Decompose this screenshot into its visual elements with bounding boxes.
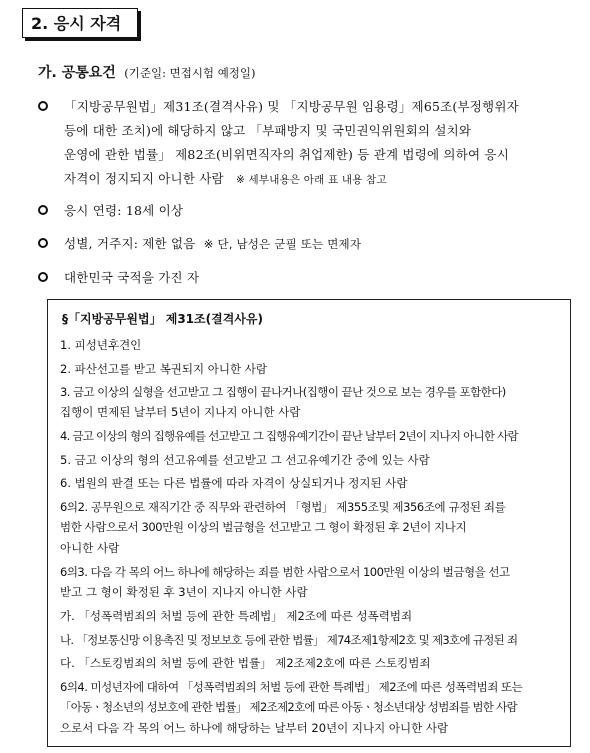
box-line: 5. 금고 이상의 형의 선고유예를 선고받고 그 선고유예기간 중에 있는 사람	[60, 453, 430, 467]
sub-heading	[38, 62, 256, 82]
box-line: 1. 피성년후견인	[60, 338, 142, 352]
box-line: 받고 그 형이 확정된 후 3년이 지나지 아니한 사람	[60, 585, 308, 599]
inline-note: ※ 단, 남성은 군필 또는 면제자	[203, 237, 362, 251]
box-line: 아니한 사람	[60, 541, 120, 555]
circle-bullet-icon	[38, 205, 48, 215]
circle-bullet-icon	[38, 101, 48, 111]
bullet-line	[64, 167, 574, 192]
bullet-text: 응시 연령: 18세 이상	[64, 203, 184, 218]
circle-bullet-icon	[38, 272, 48, 282]
sub-heading-note: (기준일: 면접시험 예정일)	[124, 66, 256, 80]
bullet-line: 운영에 관한 법률」 제82조(비위면직자의 취업제한) 등 관계 법령에 의하여 응시	[64, 147, 509, 162]
bullet-text	[64, 232, 574, 256]
box-line: 6의2. 공무원으로 재직기간 중 직무와 관련하여 「형법」 제355조및 제356조에 규정된 죄를	[60, 500, 506, 514]
bullet-line: 등에 대한 조치)에 해당하지 않고 「부패방지 및 국민권익위원회의 설치와	[64, 123, 472, 138]
box-line: 범한 사람으로서 300만원 이상의 벌금형을 선고받고 그 형이 확정된 후 2년이 지나지	[60, 520, 467, 534]
box-line: 3. 금고 이상의 실형을 선고받고 그 집행이 끝나거나(집행이 끝난 것으로 보는 경우를 포함한다)	[60, 385, 506, 399]
bullet-line-text: 성별, 거주지: 제한 없음	[64, 236, 196, 251]
bullet-text: 대한민국 국적을 가진 자	[64, 270, 200, 285]
box-line: 4. 금고 이상의 형의 집행유예를 선고받고 그 집행유예기간이 끝난 날부터 2년이 지나지 아니한 사람	[60, 429, 518, 443]
law-excerpt-box	[47, 299, 571, 747]
box-line: 「아동ㆍ청소년의 성보호에 관한 법률」 제2조제2호에 따른 아동ㆍ청소년대상 성범죄를 범한 사람	[60, 700, 517, 714]
box-line: 2. 파산선고를 받고 복권되지 아니한 사람	[60, 362, 267, 376]
sub-heading-main: 가. 공통요건	[38, 65, 116, 81]
box-line: 으로서 다음 각 목의 어느 하나에 해당하는 날부터 20년이 지나지 아니한 사람	[60, 721, 449, 735]
box-line: 6. 법원의 판결 또는 다른 법률에 따라 자격이 상실되거나 정지된 사람	[60, 476, 408, 490]
circle-bullet-icon	[38, 238, 48, 248]
bullet-line: 「지방공무원법」제31조(결격사유) 및 「지방공무원 임용령」제65조(부정행위자	[64, 99, 519, 114]
box-title: §「지방공무원법」 제31조(결격사유)	[62, 312, 263, 326]
box-line: 집행이 면제된 날부터 5년이 지나지 아니한 사람	[60, 405, 301, 419]
bullet-line-text: 자격이 정지되지 아니한 사람	[64, 171, 224, 186]
box-line: 가. 「성폭력범죄의 처벌 등에 관한 특례법」 제2조에 따른 성폭력범죄	[60, 609, 413, 623]
box-line: 6의3. 다음 각 목의 어느 하나에 해당하는 죄를 범한 사람으로서 100만원 이상의 벌금형을 선고	[60, 565, 510, 579]
box-line: 나. 「정보통신망 이용촉진 및 정보보호 등에 관한 법률」 제74조제1항제2호 및 제3호에 규정된 죄	[60, 633, 518, 647]
inline-note: ※ 세부내용은 아래 표 내용 참고	[236, 174, 387, 186]
box-line: 6의4. 미성년자에 대하여 「성폭력범죄의 처벌 등에 관한 특례법」 제2조에 따른 성폭력범죄 또는	[60, 680, 523, 694]
box-line: 다. 「스토킹범죄의 처벌 등에 관한 법률」 제2조제2호에 따른 스토킹범죄	[60, 656, 431, 670]
section-title: 2. 응시 자격	[22, 8, 138, 38]
bullet-text	[64, 95, 574, 192]
